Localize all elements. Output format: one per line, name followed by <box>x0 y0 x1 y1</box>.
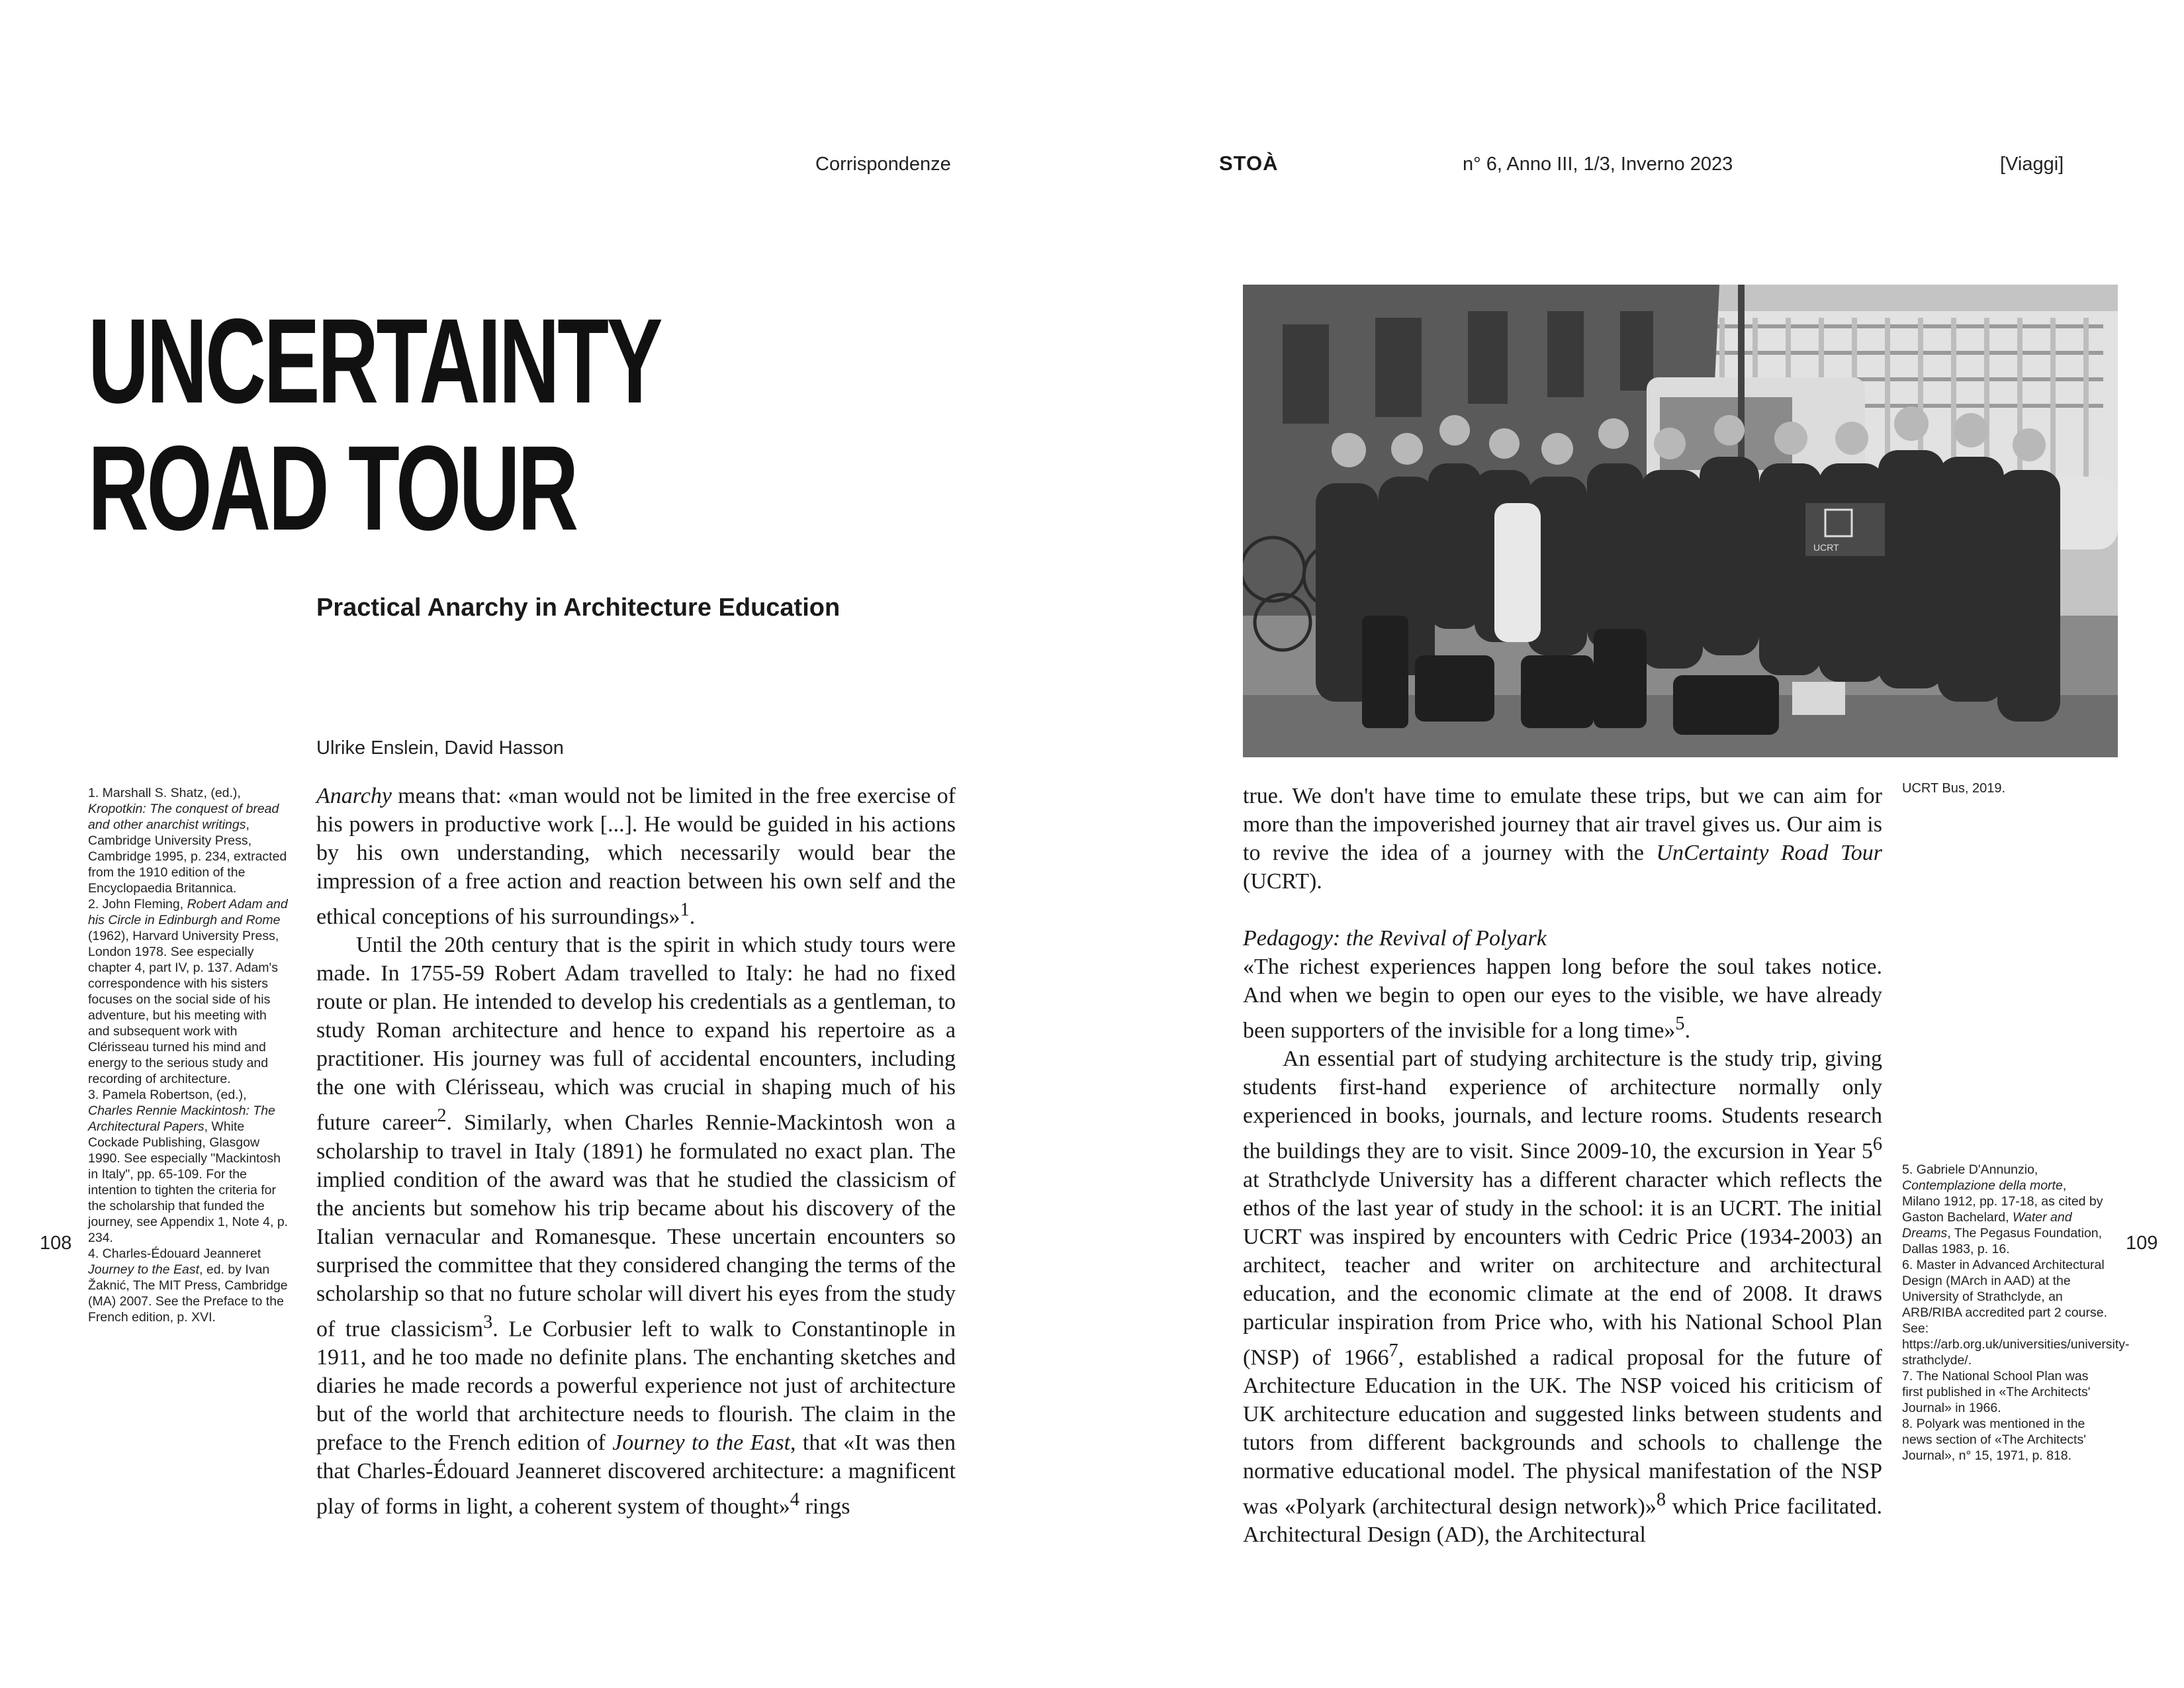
article-subtitle: Practical Anarchy in Architecture Education <box>316 594 841 622</box>
running-head-brand: STOÀ <box>1219 152 1279 175</box>
quote-paragraph: «The richest experiences happen long before the soul takes notice. And when we begin to open our eyes to the visible, we have already been supporters of the invisible for a long time»$^5$. <box>1243 955 1882 1043</box>
section-heading: Pedagogy: the Revival of Polyark <box>1243 926 1547 951</box>
page-number-left: 108 <box>40 1233 72 1254</box>
paragraph: Anarchy means that: «man would not be limited in the free exercise of his powers in productive work [...]. He would be guided in his actions by his own understanding, which necessarily would bear the impression of a free action and reaction between his own self and the ethical conceptions of his surroundings»$^1$. <box>316 784 956 929</box>
box-label: UCRT <box>1813 542 1839 553</box>
body-column-left <box>316 782 956 1521</box>
footnote-5: 5. Gabriele D'Annunzio, Contemplazione della morte, Milano 1912, pp. 17-18, as cited by Gaston Bachelard, Water and Dreams, The Pegasus Foundation, Dallas 1983, p. 16. <box>1902 1162 2103 1256</box>
article-authors: Ulrike Enslein, David Hasson <box>316 737 564 759</box>
group-photo-illustration <box>1243 285 2118 757</box>
group-photo <box>1243 285 2118 757</box>
photo-caption: UCRT Bus, 2019. <box>1902 781 2006 796</box>
footnotes-left <box>88 785 290 1325</box>
running-head-issue: n° 6, Anno III, 1/3, Inverno 2023 <box>1463 154 1733 175</box>
footnotes-right <box>1902 1162 2130 1464</box>
paragraph: true. We don't have time to emulate these trips, but we can aim for more than the impoverished journey that air travel gives us. Our aim is to revive the idea of a journey with the UnCertainty Road Tour (UCRT). <box>1243 784 1882 894</box>
footnote-3: 3. Pamela Robertson, (ed.), Charles Rennie Mackintosh: The Architectural Papers, White Cockade Publishing, Glasgow 1990. See especially "Mackintosh in Italy", pp. 65-109. For the intention to tighten the criteria for the scholarship that funded the journey, see Appendix 1, Note 4, p. 234. <box>88 1088 289 1245</box>
running-head-section: Corrispondenze <box>815 154 951 175</box>
running-head-category: [Viaggi] <box>2000 154 2064 175</box>
footnote-8: 8. Polyark was mentioned in the news section of «The Architects' Journal», n° 15, 1971, p. 818. <box>1902 1417 2086 1463</box>
article-title-line-2: ROAD TOUR <box>88 420 576 555</box>
footnote-6: 6. Master in Advanced Architectural Design (MArch in AAD) at the University of Strathclyde, an ARB/RIBA accredited part 2 course. See: https://arb.org.uk/universities/university-strathclyde/. <box>1902 1258 2130 1368</box>
article-title-line-1: UNCERTAINTY <box>88 293 661 428</box>
page-number-right: 109 <box>2126 1233 2158 1254</box>
footnote-2: 2. John Fleming, Robert Adam and his Circle in Edinburgh and Rome (1962), Harvard University Press, London 1978. See especially chapter 4, part IV, p. 137. Adam's correspondence with his sisters focuses on the social side of his adventure, but his meeting with and subsequent work with Clérisseau turned his mind and energy to the serious study and recording of architecture. <box>88 897 288 1086</box>
paragraph: Until the 20th century that is the spirit in which study tours were made. In 1755-59 Robert Adam travelled to Italy: he had no fixed route or plan. He intended to develop his credentials as a gentleman, to study Roman architecture and hence to expand his repertoire as a practitioner. His journey was full of accidental encounters, including the one with Clérisseau, which was crucial in shaping much of his future career$^2$. Similarly, when Charles Rennie-Mackintosh won a scholarship to travel in Italy (1891) he formulated no exact plan. The implied condition of the award was that he studied the classicism of the ancients but somehow his trip became about his discovery of the Italian vernacular and Romanesque. These uncertain encounters so surprised the committee that they considered changing the terms of the scholarship so that no future scholar will divert his eyes from the study of true classicism$^3$. Le Corbusier left to walk to Constantinople in 1911, and he too made no definite plans. The enchanting sketches and diaries he made records a powerful experience not just of architecture but of the world that architecture needs to flourish. The claim in the preface to the French edition of Journey to the East, that «It was then that Charles-Édouard Jeanneret discovered architecture: a magnificent play of forms in light, a coherent system of thought»$^4$ rings <box>316 933 956 1519</box>
footnote-7: 7. The National School Plan was first published in «The Architects' Journal» in 1966. <box>1902 1369 2091 1415</box>
footnote-4: 4. Charles-Édouard Jeanneret Journey to the East, ed. by Ivan Žaknić, The MIT Press, Cambridge (MA) 2007. See the Preface to the French edition, p. XVI. <box>88 1246 288 1325</box>
body-column-right <box>1243 782 1882 1549</box>
paragraph: An essential part of studying architecture is the study trip, giving students first-hand experience of architecture normally only experienced in books, journals, and lecture rooms. Students research the buildings they are to visit. Since 2009-10, the excursion in Year $5^6$ at Strathclyde University has a different character which reflects the ethos of the last year of study in the school: it is an UCRT. The initial UCRT was inspired by encounters with Cedric Price (1934-2003) an architect, teacher and writer on architecture and architectural education, and the economic climate at the end of 2008. It draws particular inspiration from Price who, with his National School Plan (NSP) of 1966$^7$, established a radical proposal for the future of Architecture Education in the UK. The NSP voiced his criticism of UK architecture education and suggested links between students and tutors from different backgrounds and schools to challenge the normative educational model. The physical manifestation of the NSP was «Polyark (architectural design network)»$^8$ which Price facilitated. Architectural Design (AD), the Architectural <box>1243 1047 1882 1548</box>
footnote-1: 1. Marshall S. Shatz, (ed.), Kropotkin: The conquest of bread and other anarchist writings, Cambridge University Press, Cambridge 1995, p. 234, extracted from the 1910 edition of the Encyclopaedia Britannica. <box>88 786 287 896</box>
